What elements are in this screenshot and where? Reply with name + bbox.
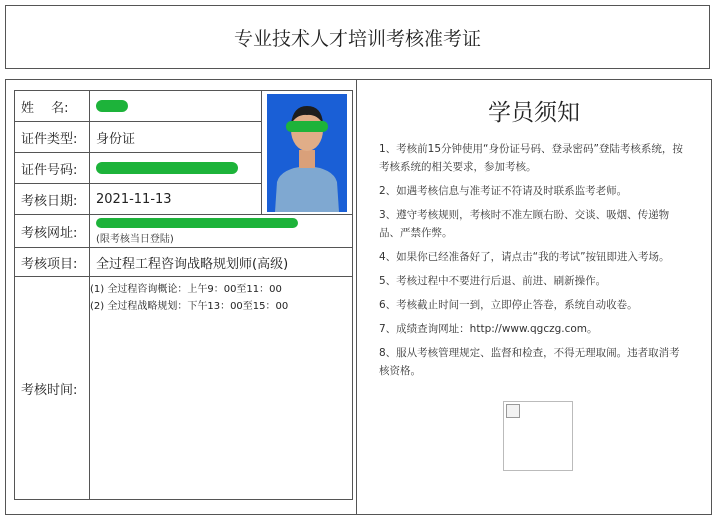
schedule-item-1: (1) 全过程咨询概论：上午9：00至11：00 [90,284,282,295]
name-label: 姓 名: [15,91,90,122]
notice-rule: 6、考核截止时间一到，立即停止答卷，系统自动收卷。 [379,299,638,311]
exam-subject-value: 全过程工程咨询战略规划师(高级) [90,248,353,277]
id-type-value: 身份证 [90,122,262,153]
notice-rules [379,140,689,386]
certificate-header [5,5,710,69]
notice-rule: 1、考核前15分钟使用“身份证号码、登录密码”登陆考核系统，按考核系统的相关要求，参加考核。 [379,143,683,173]
notice-rule: 4、如果你已经准备好了，请点击“我的考试”按钮即进入考场。 [379,251,670,263]
broken-image-icon [506,404,520,418]
notice-rule: 7、成绩查询网址：http://www.qgczg.com。 [379,323,598,335]
exam-time-label: 考核时间: [15,277,90,500]
id-number-label: 证件号码: [15,153,90,184]
exam-subject-label: 考核项目: [15,248,90,277]
exam-schedule [90,277,353,500]
exam-url-value [90,215,353,248]
notice-panel [357,80,711,514]
notice-title: 学员须知 [488,100,580,126]
certificate-body [5,79,712,515]
exam-url-note: (限考核当日登陆) [96,234,174,245]
id-number-redaction [96,162,238,174]
candidate-info-panel [6,80,357,514]
notice-rule: 8、服从考核管理规定、监督和检查，不得无理取闹。违者取消考核资格。 [379,347,680,377]
notice-rule: 3、遵守考核规则，考核时不准左顾右盼、交谈、吸烟、传递物品、严禁作弊。 [379,209,670,239]
exam-date-label: 考核日期: [15,184,90,215]
photo-cell [262,91,353,215]
certificate-title: 专业技术人才培训考核准考证 [233,27,481,50]
exam-url-label: 考核网址: [15,215,90,248]
candidate-photo [267,94,347,212]
name-value [90,91,262,122]
schedule-item-2: (2) 全过程战略规划：下午13：00至15：00 [90,301,289,312]
id-type-label: 证件类型: [15,122,90,153]
name-redaction [96,100,128,112]
candidate-photo-image [267,94,347,212]
exam-url-redaction [96,218,298,228]
broken-image-placeholder [503,401,573,471]
exam-date-value: 2021-11-13 [90,184,262,215]
candidate-info-table [14,90,353,500]
id-number-value [90,153,262,184]
notice-rule: 5、考核过程中不要进行后退、前进、刷新操作。 [379,275,607,287]
notice-rule: 2、如遇考核信息与准考证不符请及时联系监考老师。 [379,185,628,197]
